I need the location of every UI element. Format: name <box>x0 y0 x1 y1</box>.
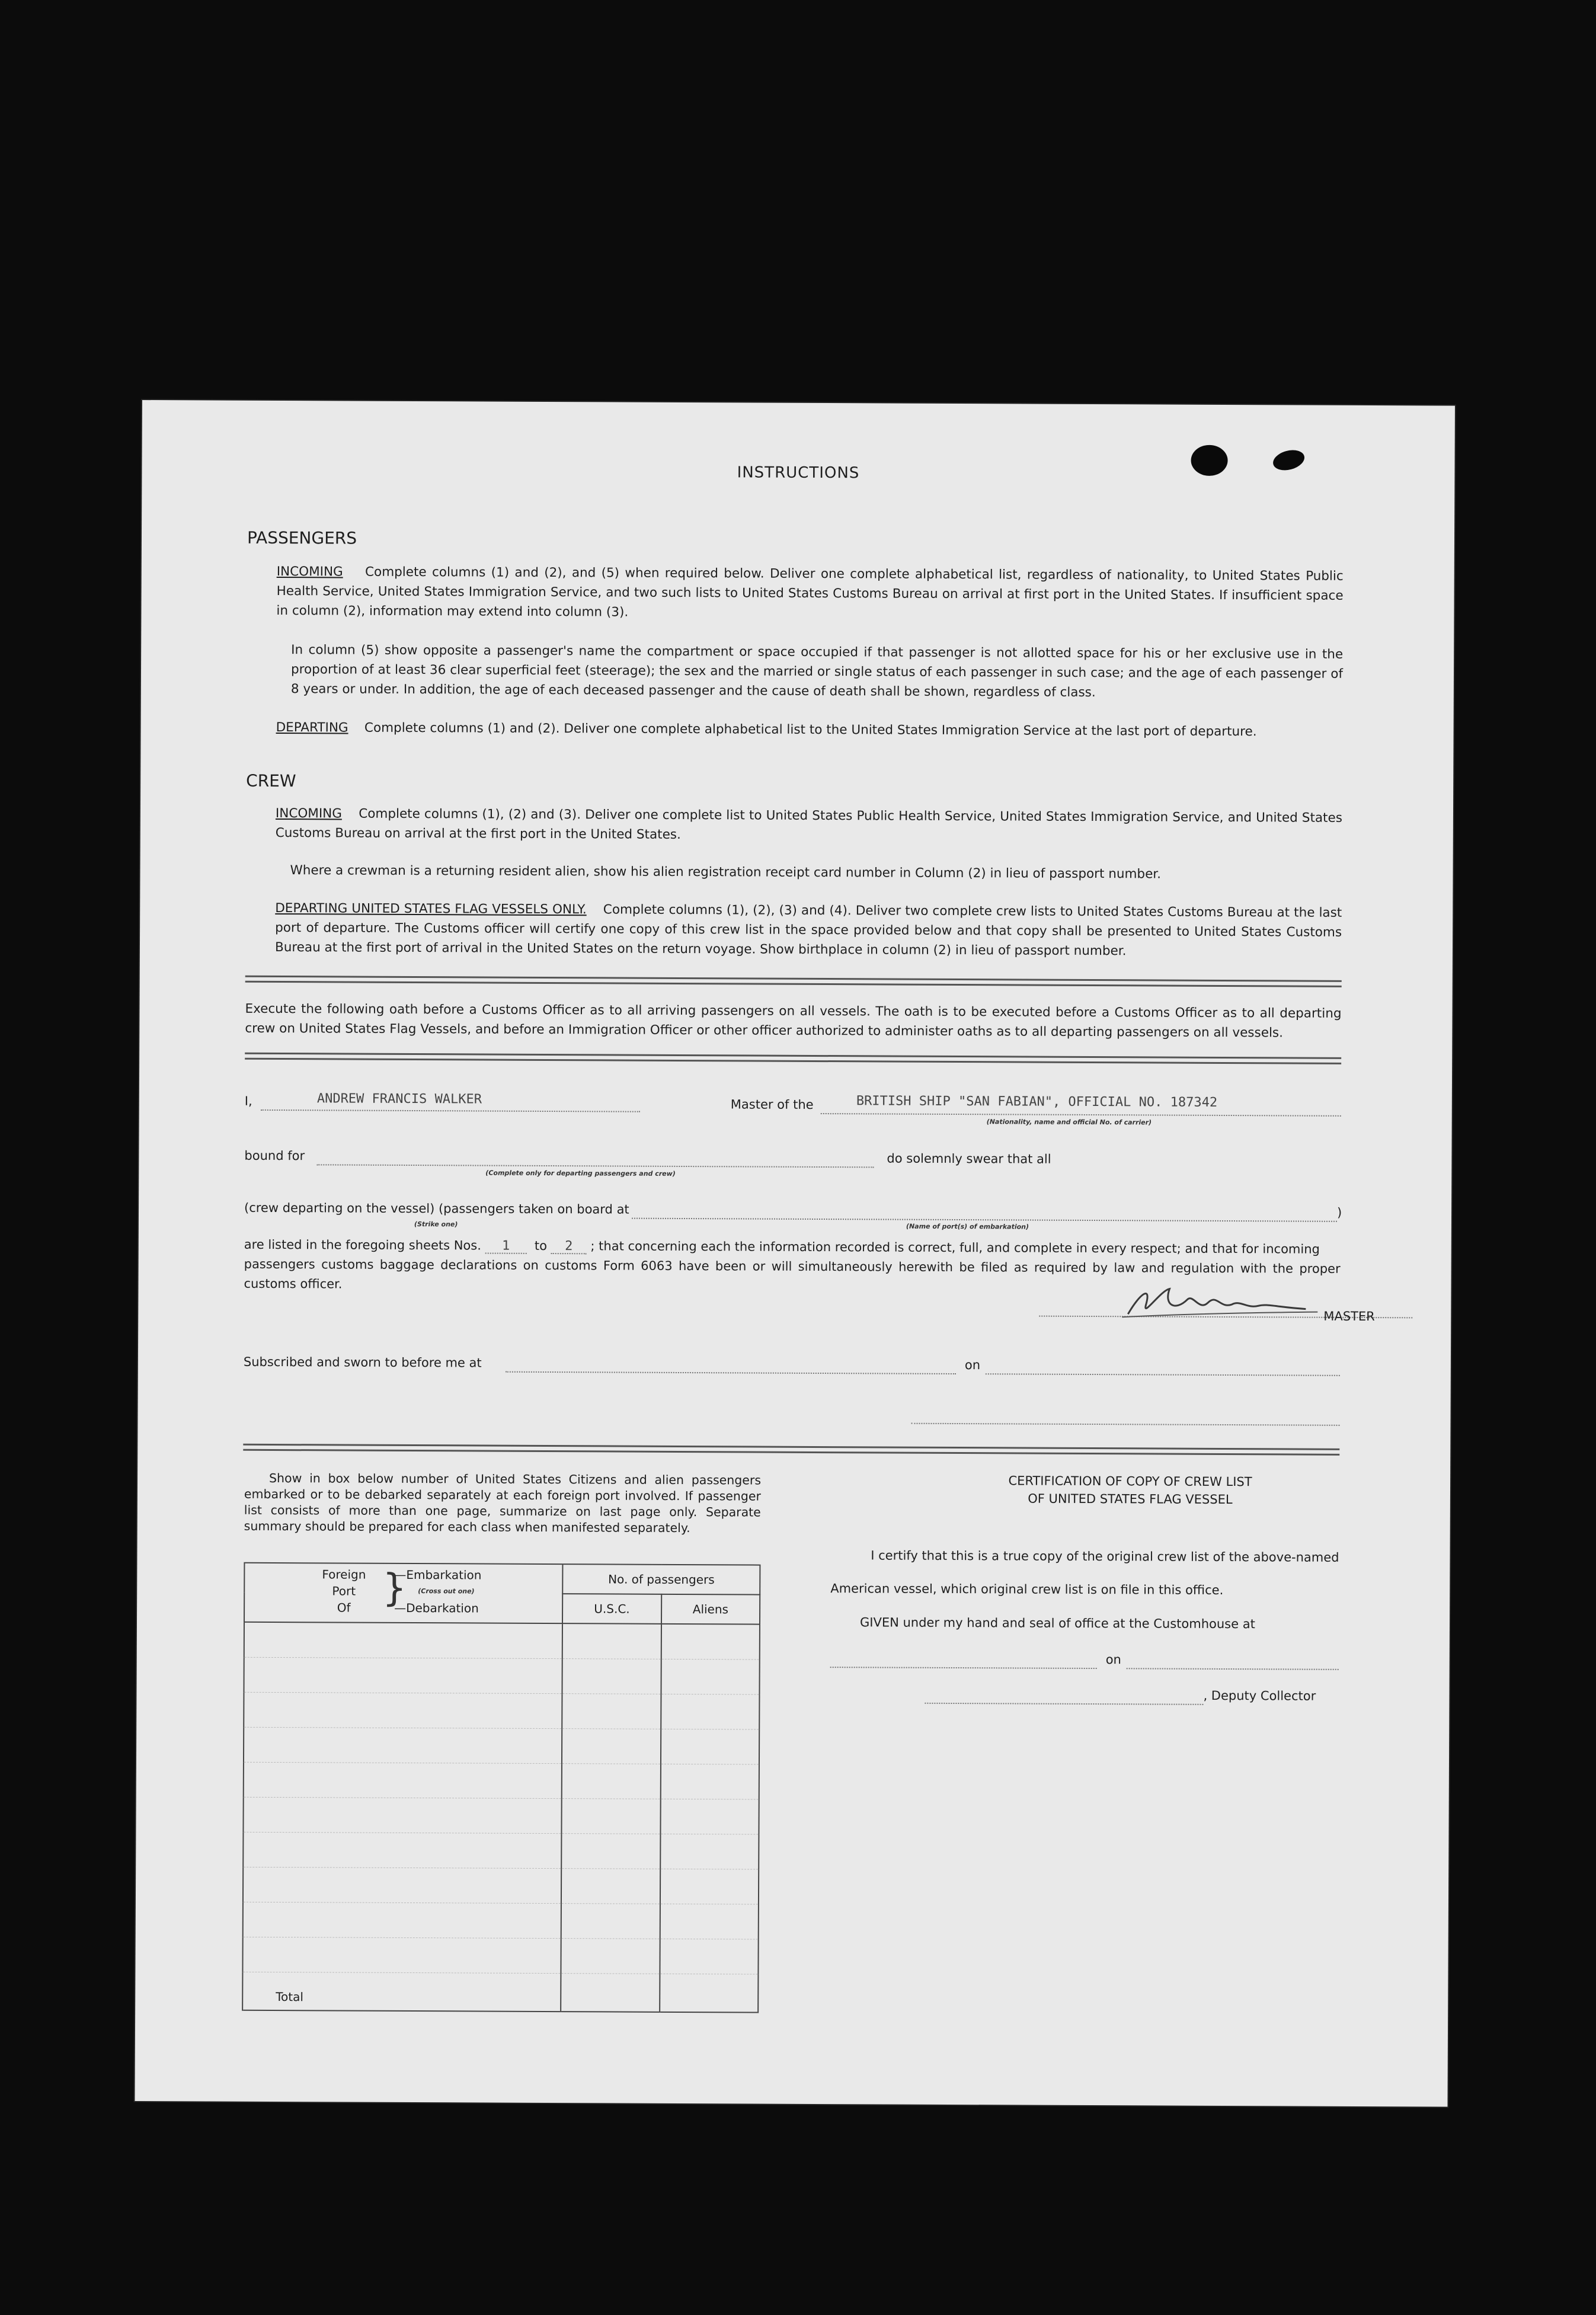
passengers-departing-text: Complete columns (1) and (2). Deliver one complete alphabetical list to the United States Immigration Service at the last port of departure. <box>364 720 1257 740</box>
certification-line2: American vessel, which original crew list is on file in this office. <box>830 1581 1224 1597</box>
passengers-incoming <box>276 562 1343 625</box>
foreign-port-header <box>244 1563 563 1623</box>
passengers-incoming-label: INCOMING <box>276 564 343 580</box>
subscribed-on-label: on <box>964 1358 981 1373</box>
master-of-label: Master of the <box>730 1097 814 1112</box>
bound-for-label: bound for <box>244 1148 305 1163</box>
usc-header: U.S.C. <box>562 1594 661 1624</box>
crew-incoming-text: Complete columns (1), (2) and (3). Deliver one complete list to United States Public Health Service, United States Immigration Service, and United States Customs Bureau on arrival at the first port in the United States. <box>275 806 1343 842</box>
brace-icon: } <box>382 1566 407 1610</box>
table-row <box>244 1762 759 1799</box>
of-label: Of <box>337 1600 351 1615</box>
deputy-signature-line <box>925 1703 1203 1705</box>
certification-on-label: on <box>1105 1652 1121 1667</box>
passengers-departing <box>276 718 1343 742</box>
master-name-line <box>261 1109 640 1112</box>
crew-pax-label: (crew departing on the vessel) (passengers taken on board at <box>244 1200 629 1217</box>
table-row <box>244 1692 759 1729</box>
bound-for-line <box>316 1164 874 1168</box>
table-row <box>243 1867 759 1904</box>
passengers-incoming-text: Complete columns (1) and (2), and (5) when required below. Deliver one complete alphabetical list, regardless of nationality, to United States Public Health Service, United States Immigration Service, and two such lists to United States Customs Bureau on arrival at first port in the United States. If insufficient space in column (2), information may extend into column (3). <box>276 564 1344 620</box>
subscribed-label: Subscribed and sworn to before me at <box>243 1354 482 1370</box>
master-label: MASTER <box>1323 1309 1375 1324</box>
cross-out-caption: (Cross out one) <box>418 1587 475 1595</box>
vessel-line <box>821 1113 1341 1117</box>
port-label: Port <box>332 1584 356 1598</box>
document-page <box>135 400 1455 2107</box>
master-signature <box>1104 1281 1353 1324</box>
baggage-text: passengers customs baggage declarations on customs Form 6063 have been or will simultaneously herewith be filed as required by law and regulation with the proper customs officer. <box>244 1256 1341 1291</box>
vessel-name: BRITISH SHIP "SAN FABIAN", OFFICIAL NO. 187342 <box>856 1093 1218 1110</box>
certification-line1: I certify that this is a true copy of the original crew list of the above-named <box>871 1548 1339 1565</box>
certification-line3: GIVEN under my hand and seal of office at the Customhouse at <box>859 1615 1255 1632</box>
sheet-from: 1 <box>485 1240 527 1254</box>
crew-incoming <box>276 804 1342 848</box>
embarkation-port-line <box>632 1218 1337 1222</box>
no-of-passengers-header: No. of passengers <box>562 1564 760 1594</box>
master-name: ANDREW FRANCIS WALKER <box>316 1091 482 1107</box>
crew-departing <box>275 898 1342 962</box>
oath-instructions: Execute the following oath before a Customs Officer as to all arriving passengers on all vessels. The oath is to be executed before a Customs Officer as to all departing crew on United States Flag Vessels, and before an Immigration Officer or other officer authorized to administer oaths as to all departing passengers on all vessels. <box>245 1001 1342 1041</box>
bound-for-caption: (Complete only for departing passengers and crew) <box>485 1169 676 1178</box>
certification-heading-line2: OF UNITED STATES FLAG VESSEL <box>1028 1491 1233 1507</box>
total-row <box>242 1972 758 2012</box>
swear-label: do solemnly swear that all <box>887 1151 1051 1166</box>
certification-date-line <box>1127 1668 1339 1670</box>
subscribed-date-line <box>986 1373 1340 1376</box>
sheets-prefix: are listed in the foregoing sheets Nos. <box>244 1237 481 1253</box>
double-rule <box>245 976 1342 987</box>
table-row <box>242 1937 758 1974</box>
passengers-heading: PASSENGERS <box>247 527 357 548</box>
customhouse-line <box>830 1667 1097 1669</box>
table-row <box>244 1657 759 1694</box>
crew-incoming-label: INCOMING <box>275 805 343 821</box>
officer-signature-line <box>911 1423 1339 1426</box>
strike-caption: (Strike one) <box>414 1220 458 1229</box>
crew-departing-label: DEPARTING UNITED STATES FLAG VESSELS ONLY. <box>275 900 587 917</box>
subscribed-place-line <box>506 1371 956 1374</box>
crew-departing-text: Complete columns (1), (2), (3) and (4). Deliver two complete crew lists to United States Customs Bureau at the last port of departure. The Customs officer will certify one copy of this crew list in the space provided below and that copy shall be presented to United States Customs Bureau at the first port of arrival in the United States on the return voyage. Show birthplace in column (2) in lieu of passport number. <box>274 902 1342 959</box>
table-row <box>244 1727 759 1764</box>
crew-heading: CREW <box>246 770 296 791</box>
crew-alien-text: Where a crewman is a returning resident alien, show his alien registration receipt card number in Column (2) in lieu of passport number. <box>290 863 1162 882</box>
embarkation-label: —Embarkation <box>394 1567 482 1582</box>
to-label: to <box>534 1238 548 1253</box>
foreign-label: Foreign <box>322 1567 366 1582</box>
table-row <box>243 1902 759 1939</box>
certification-heading-line1: CERTIFICATION OF COPY OF CREW LIST <box>1008 1473 1252 1489</box>
port-caption: (Name of port(s) of embarkation) <box>906 1222 1029 1231</box>
table-row <box>243 1797 759 1834</box>
close-paren: ) <box>1336 1205 1342 1220</box>
summary-instructions: Show in box below number of United States Citizens and alien passengers embarked or to be debarked separately at each foreign port involved. If passenger list consists of more than one page, summarize on last page only. Separate summary should be prepared for each class when manifested separately. <box>244 1470 762 1536</box>
sheet-to: 2 <box>551 1240 587 1254</box>
vessel-caption: (Nationality, name and official No. of carrier) <box>986 1118 1152 1127</box>
sheets-suffix: ; that concerning each the information recorded is correct, full, and complete in every respect; and that for incoming <box>590 1239 1320 1256</box>
double-rule <box>245 1053 1341 1064</box>
certification-heading <box>946 1472 1314 1509</box>
oath-i-label: I, <box>244 1093 252 1108</box>
total-label: Total <box>242 1972 561 2011</box>
passengers-column5-text: In column (5) show opposite a passenger's name the compartment or space occupied if that passenger is not allotted space for his or her exclusive use in the proportion of at least 36 clear superficial feet (steerage); the sex and the married or single status of each passenger in such case; and the age of each passenger of 8 years or under. In addition, the age of each deceased passenger and the cause of death shall be shown, regardless of class. <box>290 642 1344 701</box>
passengers-departing-label: DEPARTING <box>276 720 348 736</box>
table-row <box>243 1832 759 1869</box>
table-row <box>244 1622 760 1659</box>
page-title: INSTRUCTIONS <box>737 463 860 482</box>
deputy-collector-label: , Deputy Collector <box>1203 1688 1316 1703</box>
double-rule <box>243 1444 1339 1456</box>
aliens-header: Aliens <box>661 1594 760 1625</box>
passenger-summary-table <box>242 1562 760 2013</box>
debarkation-label: —Debarkation <box>394 1600 479 1616</box>
